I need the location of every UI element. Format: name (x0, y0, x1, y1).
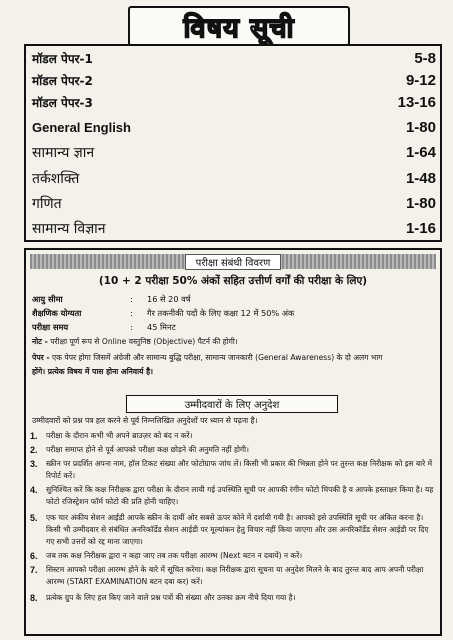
toc-title: मॉडल पेपर-1 (32, 51, 93, 66)
detail-value: गैर तकनीकी पदों के लिए कक्षा 12 में 50% अंक (147, 308, 295, 318)
toc-row[interactable] (32, 116, 436, 138)
toc-title: General English (32, 119, 131, 135)
instruction-item: 1. परीक्षा के दौरान कभी भी अपने ब्राउज़र को बंद न करें। (30, 431, 193, 441)
toc-title: सामान्य विज्ञान (32, 220, 106, 237)
detail-key: शैक्षणिक योग्यता (32, 308, 82, 318)
toc-row[interactable] (32, 166, 436, 190)
page-title: विषय सूची (183, 12, 295, 44)
instruction-item: 4. सुनिश्चित करें कि कक्ष निरीक्षक द्वारा परीक्षा के दौरान लायी गई उपस्थिति सूची पर आपकी रंगीन फोटो चिपकी है व आपके हस्ताक्षर किया है। यह फोटो रजिस्ट्रेशन फॉर्म फोटो की प्रति होनी चाहिए। (30, 485, 434, 506)
instruction-item: 6. जब तक कक्ष निरीक्षक द्वारा न कहा जाए तब तक परीक्षा आरम्भ (Next बटन न दबायें) न करें। (30, 551, 303, 561)
instruction-item: 2. परीक्षा समाप्त होने से पूर्व आपको परीक्षा कक्ष छोड़ने की अनुमति नहीं होगी। (30, 445, 249, 455)
instruction-item: 3. स्क्रीन पर प्रदर्शित अपना नाम, हॉल टिकट संख्या और फोटोग्राफ जांच लें। किसी भी प्रकार की भिन्नता होने पर तुरन्त कक्ष निरीक्षक को इस बारे में रिपोर्ट करें। (30, 459, 433, 480)
toc-pages: 1-80 (405, 194, 436, 212)
detail-qualification: शैक्षणिक योग्यता : गैर तकनीकी पदों के लिए कक्षा 12 में 50% अंक (32, 308, 295, 318)
toc-pages: 1-16 (405, 219, 436, 237)
detail-value: 16 से 20 वर्ष (147, 294, 191, 304)
toc-row[interactable] (32, 216, 436, 240)
exam-paper-note-2 (32, 366, 434, 378)
paper-line2: होंगे। प्रत्येक विषय में पास होना अनिवार्य है। (32, 367, 154, 376)
paper-line1: एक पेपर होगा जिसमें अंग्रेजी और सामान्य बुद्धि परीक्षा, सामान्य जानकारी (General Awareness) के दो अलग भाग (51, 353, 383, 362)
toc-title: सामान्य ज्ञान (32, 144, 95, 161)
toc-row[interactable] (32, 140, 436, 164)
toc-pages: 1-64 (405, 143, 436, 161)
toc-pages: 13-16 (397, 93, 436, 111)
paper-label: पेपर - (32, 353, 50, 362)
detail-key: परीक्षा समय (32, 322, 69, 332)
exam-banner (30, 254, 436, 269)
instructions-heading: उम्मीदवारों के लिए अनुदेश (126, 395, 338, 413)
instruction-item: 7. सिस्टम आपको परीक्षा आरम्भ होने के बारे में सूचित करेगा। कक्ष निरीक्षक द्वारा सूचना या अनुदेश मिलने के बाद तुरन्त बाद आप अपनी परीक्षा आरम्भ (START EXAMINATION बटन दबा कर) करें। (30, 565, 424, 586)
instruction-item: 8. प्रत्येक ग्रुप के लिए हल किए जाने वाले प्रश्न पत्रों की संख्या और उनका क्रम नीचे दिया गया है। (30, 593, 296, 603)
detail-value: 45 मिनट (147, 322, 176, 332)
toc-title: मॉडल पेपर-3 (32, 95, 93, 110)
detail-age: आयु सीमा : 16 से 20 वर्ष (32, 294, 191, 304)
toc-row[interactable] (32, 48, 436, 68)
exam-note (32, 336, 434, 348)
toc-pages: 1-80 (405, 118, 436, 136)
exam-paper-note (32, 352, 434, 364)
toc-pages: 1-48 (405, 169, 436, 187)
exam-subtitle: (10 + 2 परीक्षा 50% अंकों सहित उत्तीर्ण वर्गों की परीक्षा के लिए) (98, 275, 368, 287)
table-of-contents (24, 44, 442, 242)
note-label: नोट - (32, 337, 48, 346)
title-box (128, 6, 350, 46)
toc-row[interactable] (32, 92, 436, 112)
exam-banner-label: परीक्षा संबंधी विवरण (185, 254, 282, 270)
detail-time: परीक्षा समय : 45 मिनट (32, 322, 176, 332)
instruction-item: 5. एक चार अंकीय सेशन आईडी आपके स्क्रीन के दायीं ओर सबसे ऊपर कोने में दर्शायी गयी है। आपको इसे उपस्थिति सूची पर अंकित करना है। किसी भी उम्मीदवार से संबंधित अनरिकॉर्डेड सेशन आईडी पर मूल्यांकन हेतु विचार नहीं किया जाएगा और उस अनरिकॉर्डेड सेशन आईडी पर दिए गए सभी उत्तरों को रद्द माना जाएगा। (30, 513, 429, 546)
note-text: परीक्षा पूर्ण रूप से Online वस्तुनिष्ठ (Objective) पैटर्न की होगी। (50, 337, 238, 346)
toc-title: गणित (32, 195, 62, 212)
toc-title: मॉडल पेपर-2 (32, 73, 93, 88)
toc-pages: 9-12 (405, 71, 436, 89)
toc-pages: 5-8 (414, 49, 436, 67)
detail-key: आयु सीमा (32, 294, 63, 304)
page (18, 4, 442, 634)
toc-row[interactable] (32, 70, 436, 90)
exam-info-box (24, 248, 442, 636)
instructions-intro: उम्मीदवारों को प्रश्न पत्र हल करने से पूर्व निम्नलिखित अनुदेशों पर ध्यान से पढ़ना है। (32, 416, 258, 425)
toc-row[interactable] (32, 191, 436, 215)
toc-title: तर्कशक्ति (32, 170, 80, 187)
